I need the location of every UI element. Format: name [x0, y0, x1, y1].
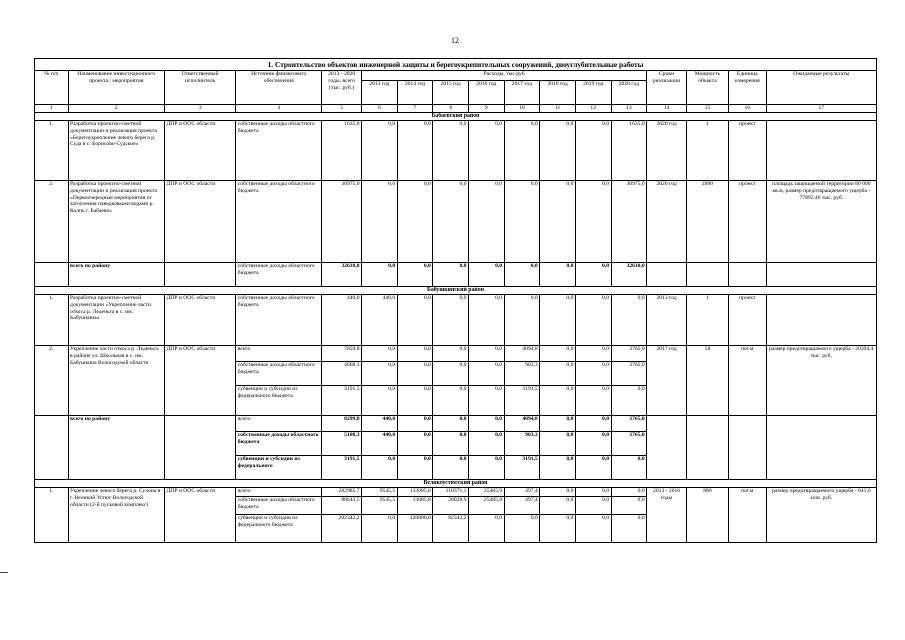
header-term: Сроки реализации	[647, 71, 687, 105]
year-value: 0,0	[468, 294, 504, 345]
year-value: 0,0	[504, 120, 540, 180]
capacity: 1	[686, 120, 728, 180]
year-value: 0,0	[362, 361, 398, 385]
year-value: 0,0	[575, 515, 611, 543]
header-num: № п/п	[35, 71, 69, 105]
row-num: 2.	[35, 180, 69, 262]
year-value: 0,0	[540, 294, 576, 345]
year-value: 0,0	[575, 497, 611, 515]
row-num: 1.	[35, 120, 69, 180]
header-name: Наименование инвестиционного проекта / мероприятия	[68, 71, 164, 105]
year-value: 0,0	[540, 497, 576, 515]
year-value: 0,0	[575, 415, 611, 431]
header-year: 2016 год	[468, 81, 504, 105]
year-value: 0,0	[504, 515, 540, 543]
year-value: 0,0	[540, 515, 576, 543]
funding-source: всего:	[236, 488, 322, 497]
col-index: 10	[504, 105, 540, 113]
year-value: 0,0	[611, 385, 647, 415]
year-value: 0,0	[362, 180, 398, 262]
term: 2017 год	[647, 345, 687, 415]
header-source: Источник финансового обеспечения	[236, 71, 322, 105]
expected-result: размер предотвращаемого ущерба - 20394,4 тыс. руб.	[766, 345, 876, 415]
year-value: 0,0	[540, 361, 576, 385]
year-value: 0,0	[433, 120, 469, 180]
year-value: 13085,8	[397, 497, 433, 515]
year-value: 0,0	[575, 488, 611, 497]
year-value: 0,0	[468, 345, 504, 361]
year-value: 0,0	[362, 515, 398, 543]
year-value: 0,0	[504, 180, 540, 262]
col-index: 4	[236, 105, 322, 113]
funding-source: собственные доходы областного бюджета	[236, 294, 322, 345]
year-value: 1635,0	[611, 120, 647, 180]
funding-source: собственные доходы областного бюджета	[236, 120, 322, 180]
district-total-row	[35, 262, 877, 286]
year-value: 25485,9	[468, 488, 504, 497]
year-value: 0,0	[397, 361, 433, 385]
year-value: 3765,0	[611, 431, 647, 455]
year-value: 0,0	[397, 455, 433, 479]
year-value: 0,0	[468, 120, 504, 180]
year-value: 0,0	[433, 431, 469, 455]
col-index: 12	[575, 105, 611, 113]
capacity: 58	[686, 345, 728, 415]
year-value: 0,0	[504, 262, 540, 286]
year-value: 0,0	[397, 294, 433, 345]
table-row	[35, 345, 877, 361]
year-value: 903,3	[504, 431, 540, 455]
year-value: 3765,0	[611, 361, 647, 385]
col-index: 15	[686, 105, 728, 113]
year-value: 0,0	[433, 345, 469, 361]
year-value: 0,0	[575, 180, 611, 262]
year-value: 903,3	[504, 361, 540, 385]
year-value: 0,0	[433, 180, 469, 262]
expected-result	[766, 294, 876, 345]
header-year: 2015 год	[433, 81, 469, 105]
total-value: 32610,0	[322, 262, 362, 286]
capacity: 1	[686, 294, 728, 345]
header-year: 2019 год	[575, 81, 611, 105]
year-value: 0,0	[575, 262, 611, 286]
year-value: 440,0	[362, 294, 398, 345]
col-index: 5	[322, 105, 362, 113]
year-value: 30975,0	[611, 180, 647, 262]
year-value: 0,0	[362, 120, 398, 180]
total-value: 440,0	[322, 294, 362, 345]
year-value: 0,0	[540, 488, 576, 497]
col-index: 8	[433, 105, 469, 113]
year-value: 0,0	[468, 431, 504, 455]
year-value: 120000,0	[397, 515, 433, 543]
year-value: 82342,2	[433, 515, 469, 543]
year-value: 0,0	[362, 455, 398, 479]
year-value: 497,4	[504, 497, 540, 515]
total-value: 282985,7	[322, 488, 362, 497]
table-row	[35, 120, 877, 180]
executor: ДПР и ООС области	[164, 345, 235, 415]
total-value: 80643,5	[322, 497, 362, 515]
total-value: 202342,2	[322, 515, 362, 543]
table-row	[35, 488, 877, 497]
col-index: 14	[647, 105, 687, 113]
year-value: 0,0	[397, 385, 433, 415]
header-expenses: Расходы, тыс.руб	[362, 71, 647, 81]
funding-source: собственные доходы областного бюджета	[236, 361, 322, 385]
expected-result: площадь защищаемой территории 80 000 кв.м, размер предотвращаемого ущерба - 77892,46 тыс. руб.	[766, 180, 876, 262]
term: 2020 год	[647, 180, 687, 262]
year-value: 0,0	[540, 385, 576, 415]
scan-margin-mark	[0, 572, 8, 573]
district-header-velik: Великоустюгский район	[35, 479, 877, 487]
page-number: 12	[451, 36, 459, 45]
project-name: Укрепление части откоса р. Леденьга в районе ул. Школьная в с. им. Бабушкина Вологодской области	[68, 345, 164, 415]
year-value: 0,0	[540, 431, 576, 455]
project-name: Разработка проектно-сметной документации и реализация проекта «Берегоукрепление левого берега р. Суда в с. Борисово-Судское»	[68, 120, 164, 180]
funding-source: всего	[236, 345, 322, 361]
expected-result	[766, 120, 876, 180]
funding-source: субвенции и субсидии из федерального бюджета	[236, 515, 322, 543]
year-value: 497,4	[504, 488, 540, 497]
header-year: 2014 год	[397, 81, 433, 105]
row-num: 1.	[35, 488, 69, 543]
col-index: 3	[164, 105, 235, 113]
unit: проект	[728, 180, 766, 262]
year-value: 0,0	[611, 515, 647, 543]
total-value: 1635,0	[322, 120, 362, 180]
year-value: 3191,5	[504, 455, 540, 479]
col-index: 7	[397, 105, 433, 113]
project-name: Разработка проектно-сметной документации «Укрепление части откоса р. Леденьга в с. им. Бабушкина»	[68, 294, 164, 345]
row-num: 1.	[35, 294, 69, 345]
funding-source: собственные доходы областного бюджета	[236, 497, 322, 515]
executor: ДПР и ООС области	[164, 294, 235, 345]
year-value: 440,0	[362, 415, 398, 431]
program-table	[34, 58, 877, 543]
year-value: 0,0	[433, 385, 469, 415]
unit: проект	[728, 294, 766, 345]
funding-source: собственные доходы областного бюджета	[236, 431, 322, 455]
district-total-label: всего по району	[68, 262, 164, 286]
year-value: 0,0	[540, 180, 576, 262]
district-header-babaev: Бабаевский район	[35, 112, 877, 120]
year-value: 0,0	[540, 415, 576, 431]
section-title: 1. Строительство объектов инженерной защиты и берегоукрепительных сооружений, дноуглубительные работы	[35, 59, 877, 71]
year-value: 0,0	[468, 415, 504, 431]
year-value: 0,0	[433, 361, 469, 385]
year-value: 3191,5	[504, 385, 540, 415]
total-value: 5108,3	[322, 431, 362, 455]
year-value: 0,0	[611, 497, 647, 515]
project-name: Укрепление левого берега р. Сухона в г. Великий Устюг Вологодской области (2-й пусковой комплекс)	[68, 488, 164, 543]
year-value: 133085,8	[397, 488, 433, 497]
capacity: 880	[686, 488, 728, 543]
year-value: 0,0	[433, 455, 469, 479]
project-name: Разработка проектно-сметной документации и реализация проекта «Первоочередные мероприятия от затопления паводковыми водами р. Колпь г. Бабаево»	[68, 180, 164, 262]
year-value: 0,0	[504, 294, 540, 345]
header-executor: Ответственный исполнитель	[164, 71, 235, 105]
year-value: 9545,5	[362, 488, 398, 497]
col-index: 1	[35, 105, 69, 113]
col-index: 16	[728, 105, 766, 113]
table-row	[35, 180, 877, 262]
year-value: 3765,0	[611, 415, 647, 431]
funding-source: собственные доходы областного бюджета	[236, 262, 322, 286]
year-value: 0,0	[433, 415, 469, 431]
col-index: 6	[362, 105, 398, 113]
header-unit: Единица измерения	[728, 71, 766, 105]
total-value: 8299,8	[322, 415, 362, 431]
year-value: 0,0	[397, 262, 433, 286]
unit: проект	[728, 120, 766, 180]
expected-result: размер предотвращаемого ущерба - 641,6 млн. руб.	[766, 488, 876, 543]
total-value: 4668,3	[322, 361, 362, 385]
unit: пог.м	[728, 488, 766, 543]
total-value: 30975,0	[322, 180, 362, 262]
year-value: 0,0	[575, 455, 611, 479]
year-value: 0,0	[468, 262, 504, 286]
table-row	[35, 294, 877, 345]
year-value: 0,0	[540, 345, 576, 361]
year-value: 110371,1	[433, 488, 469, 497]
year-value: 0,0	[397, 415, 433, 431]
funding-source: собственные доходы областного бюджета	[236, 180, 322, 262]
executor: ДПР и ООС области	[164, 180, 235, 262]
term: 2020 год	[647, 120, 687, 180]
year-value: 0,0	[575, 294, 611, 345]
year-value: 0,0	[611, 455, 647, 479]
row-num: 2.	[35, 345, 69, 415]
year-value: 3765,0	[611, 345, 647, 361]
year-value: 0,0	[468, 455, 504, 479]
year-value: 0,0	[397, 431, 433, 455]
header-year: 2013 год	[362, 81, 398, 105]
year-value: 0,0	[540, 455, 576, 479]
year-value: 0,0	[575, 431, 611, 455]
year-value: 0,0	[575, 345, 611, 361]
col-index: 9	[468, 105, 504, 113]
year-value: 0,0	[540, 262, 576, 286]
header-year: 2017 год	[504, 81, 540, 105]
unit: пог.м	[728, 345, 766, 415]
year-value: 0,0	[362, 385, 398, 415]
year-value: 0,0	[468, 180, 504, 262]
year-value: 440,0	[362, 431, 398, 455]
term: 2013 год	[647, 294, 687, 345]
year-value: 0,0	[362, 262, 398, 286]
header-total: 2013 - 2020 годы, всего (тыс. руб.)	[322, 71, 362, 105]
header-results: Ожидаемые результаты	[766, 71, 876, 105]
year-value: 0,0	[611, 488, 647, 497]
year-value: 25485,9	[468, 497, 504, 515]
year-value: 0,0	[468, 385, 504, 415]
year-value: 0,0	[468, 361, 504, 385]
year-value: 0,0	[433, 294, 469, 345]
year-value: 0,0	[575, 120, 611, 180]
year-value: 0,0	[397, 120, 433, 180]
district-total-row	[35, 415, 877, 431]
year-value: 0,0	[575, 361, 611, 385]
term: 2013 - 2016 годы	[647, 488, 687, 543]
year-value: 0,0	[468, 515, 504, 543]
year-value: 0,0	[433, 262, 469, 286]
year-value: 28028,9	[433, 497, 469, 515]
header-year: 2020 год	[611, 81, 647, 105]
total-value: 7859,8	[322, 345, 362, 361]
year-value: 4094,8	[504, 345, 540, 361]
executor: ДПР и ООС области	[164, 488, 235, 543]
header-year: 2018 год	[540, 81, 576, 105]
total-value: 3191,5	[322, 455, 362, 479]
capacity: 2000	[686, 180, 728, 262]
col-index: 13	[611, 105, 647, 113]
year-value: 9545,5	[362, 497, 398, 515]
year-value: 0,0	[540, 120, 576, 180]
document-table-wrapper	[34, 58, 877, 543]
year-value: 0,0	[362, 345, 398, 361]
col-index: 11	[540, 105, 576, 113]
year-value: 0,0	[611, 294, 647, 345]
col-index: 17	[766, 105, 876, 113]
header-capacity: Мощность объекта	[686, 71, 728, 105]
executor: ДПР и ООС области	[164, 120, 235, 180]
funding-source: субвенции и субсидии из федерального	[236, 455, 322, 479]
year-value: 4094,8	[504, 415, 540, 431]
district-total-label: всего по району	[68, 415, 164, 479]
funding-source: субвенции и субсидии из федерального бюджета	[236, 385, 322, 415]
year-value: 0,0	[575, 385, 611, 415]
total-value: 3191,5	[322, 385, 362, 415]
col-index: 2	[68, 105, 164, 113]
year-value: 0,0	[397, 180, 433, 262]
funding-source: всего:	[236, 415, 322, 431]
district-header-babush: Бабушкинский район	[35, 286, 877, 294]
year-value: 0,0	[397, 345, 433, 361]
year-value: 32610,0	[611, 262, 647, 286]
